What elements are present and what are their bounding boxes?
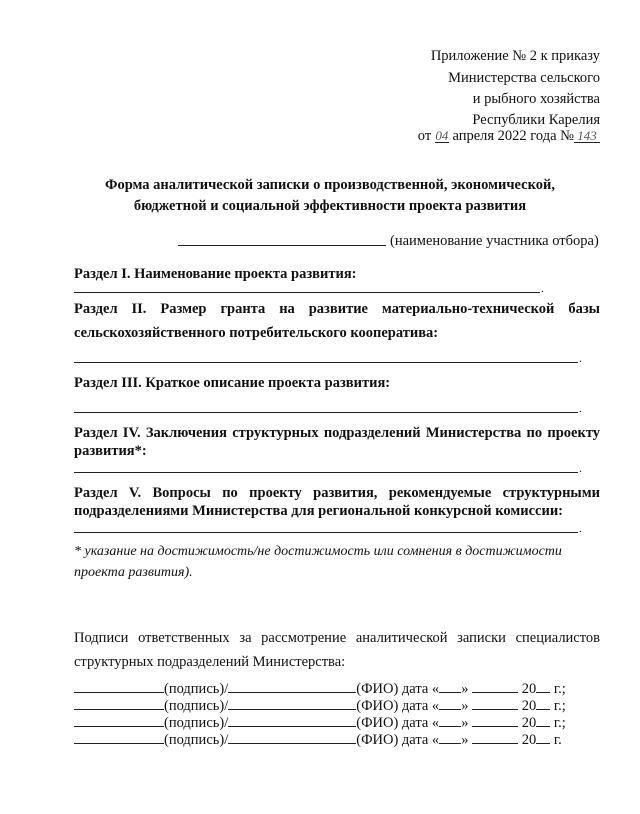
year-prefix: 20 — [521, 715, 537, 731]
year-prefix: 20 — [521, 681, 537, 697]
fio-blank — [228, 731, 356, 744]
quote-close: » — [461, 732, 469, 748]
day-blank — [439, 680, 461, 693]
header-line-1: Приложение № 2 к приказу — [430, 48, 600, 64]
line-end-dot: . — [579, 401, 582, 415]
month-blank — [472, 714, 518, 727]
signature-label: (подпись)/ — [164, 681, 229, 697]
header-line-2: Министерства сельского — [448, 70, 600, 86]
section-4-heading-line-1: Раздел IV. Заключения структурных подразделений Министерства по проекту — [74, 425, 600, 441]
section-2-heading-line-1: Раздел II. Размер гранта на развитие материально-технической базы — [74, 301, 600, 317]
signature-label: (подпись)/ — [164, 698, 229, 714]
fio-blank — [228, 680, 356, 693]
section-5-fill-line — [74, 532, 578, 533]
year-blank — [536, 731, 550, 744]
signature-row — [74, 680, 566, 698]
line-end-dot: . — [541, 281, 544, 295]
year-suffix: г.; — [553, 698, 566, 714]
participant-name-line — [178, 245, 386, 246]
year-suffix: г.; — [553, 715, 566, 731]
section-3-heading: Раздел III. Краткое описание проекта развития: — [74, 375, 391, 391]
quote-close: » — [461, 698, 469, 714]
line-end-dot: . — [579, 461, 582, 475]
fio-blank — [228, 697, 356, 710]
section-2-fill-line — [74, 362, 578, 363]
signature-blank — [74, 714, 164, 727]
footnote-line-2: проекта развития). — [74, 565, 193, 580]
month-blank — [472, 697, 518, 710]
section-5-heading-line-2: подразделениями Министерства для региональной конкурсной комиссии: — [74, 503, 563, 519]
section-2-heading-line-2: сельскохозяйственного потребительского кооператива: — [74, 325, 439, 341]
signature-label: (подпись)/ — [164, 732, 229, 748]
year-blank — [536, 697, 550, 710]
month-blank — [472, 680, 518, 693]
section-3-fill-line — [74, 412, 578, 413]
month-blank — [472, 731, 518, 744]
section-1-fill-line — [74, 292, 540, 293]
signature-row — [74, 697, 566, 715]
fio-date-label: (ФИО) дата « — [356, 732, 440, 748]
title-line-2: бюджетной и социальной эффективности проекта развития — [133, 198, 527, 214]
handwritten-day: 04 — [435, 128, 449, 143]
signature-blank — [74, 697, 164, 710]
quote-close: » — [461, 681, 469, 697]
date-prefix: от — [417, 128, 432, 144]
day-blank — [439, 731, 461, 744]
section-1-heading: Раздел I. Наименование проекта развития: — [74, 266, 357, 282]
year-suffix: г. — [553, 732, 562, 748]
date-middle: апреля 2022 года № — [452, 128, 574, 144]
signature-row — [74, 731, 562, 749]
footnote — [74, 541, 604, 583]
signature-blank — [74, 731, 164, 744]
section-4-fill-line — [74, 472, 578, 473]
signature-blank — [74, 680, 164, 693]
year-blank — [536, 680, 550, 693]
signatures-intro-line-1: Подписи ответственных за рассмотрение аналитической записки специалистов — [74, 630, 600, 646]
signature-label: (подпись)/ — [164, 715, 229, 731]
year-suffix: г.; — [553, 681, 566, 697]
section-5-heading-line-1: Раздел V. Вопросы по проекту развития, рекомендуемые структурными — [74, 485, 600, 501]
day-blank — [439, 697, 461, 710]
document-title — [60, 175, 600, 217]
quote-close: » — [461, 715, 469, 731]
year-blank — [536, 714, 550, 727]
footnote-line-1: * указание на достижимость/не достижимость или сомнения в достижимости — [74, 544, 562, 559]
title-line-1: Форма аналитической записки о производственной, экономической, — [104, 177, 555, 193]
handwritten-order-number: 143 — [574, 130, 600, 143]
fio-date-label: (ФИО) дата « — [356, 715, 440, 731]
fio-blank — [228, 714, 356, 727]
participant-caption: (наименование участника отбора) — [390, 233, 599, 249]
fio-date-label: (ФИО) дата « — [356, 698, 440, 714]
fio-date-label: (ФИО) дата « — [356, 681, 440, 697]
header-line-4: Республики Карелия — [472, 112, 600, 128]
line-end-dot: . — [579, 351, 582, 365]
year-prefix: 20 — [521, 732, 537, 748]
section-4-heading-line-2: развития*: — [74, 443, 147, 459]
signature-row — [74, 714, 566, 732]
header-line-3: и рыбного хозяйства — [472, 91, 600, 107]
line-end-dot: . — [579, 521, 582, 535]
order-date-line — [418, 128, 600, 145]
day-blank — [439, 714, 461, 727]
year-prefix: 20 — [521, 698, 537, 714]
signatures-intro-line-2: структурных подразделений Министерства: — [74, 654, 346, 670]
